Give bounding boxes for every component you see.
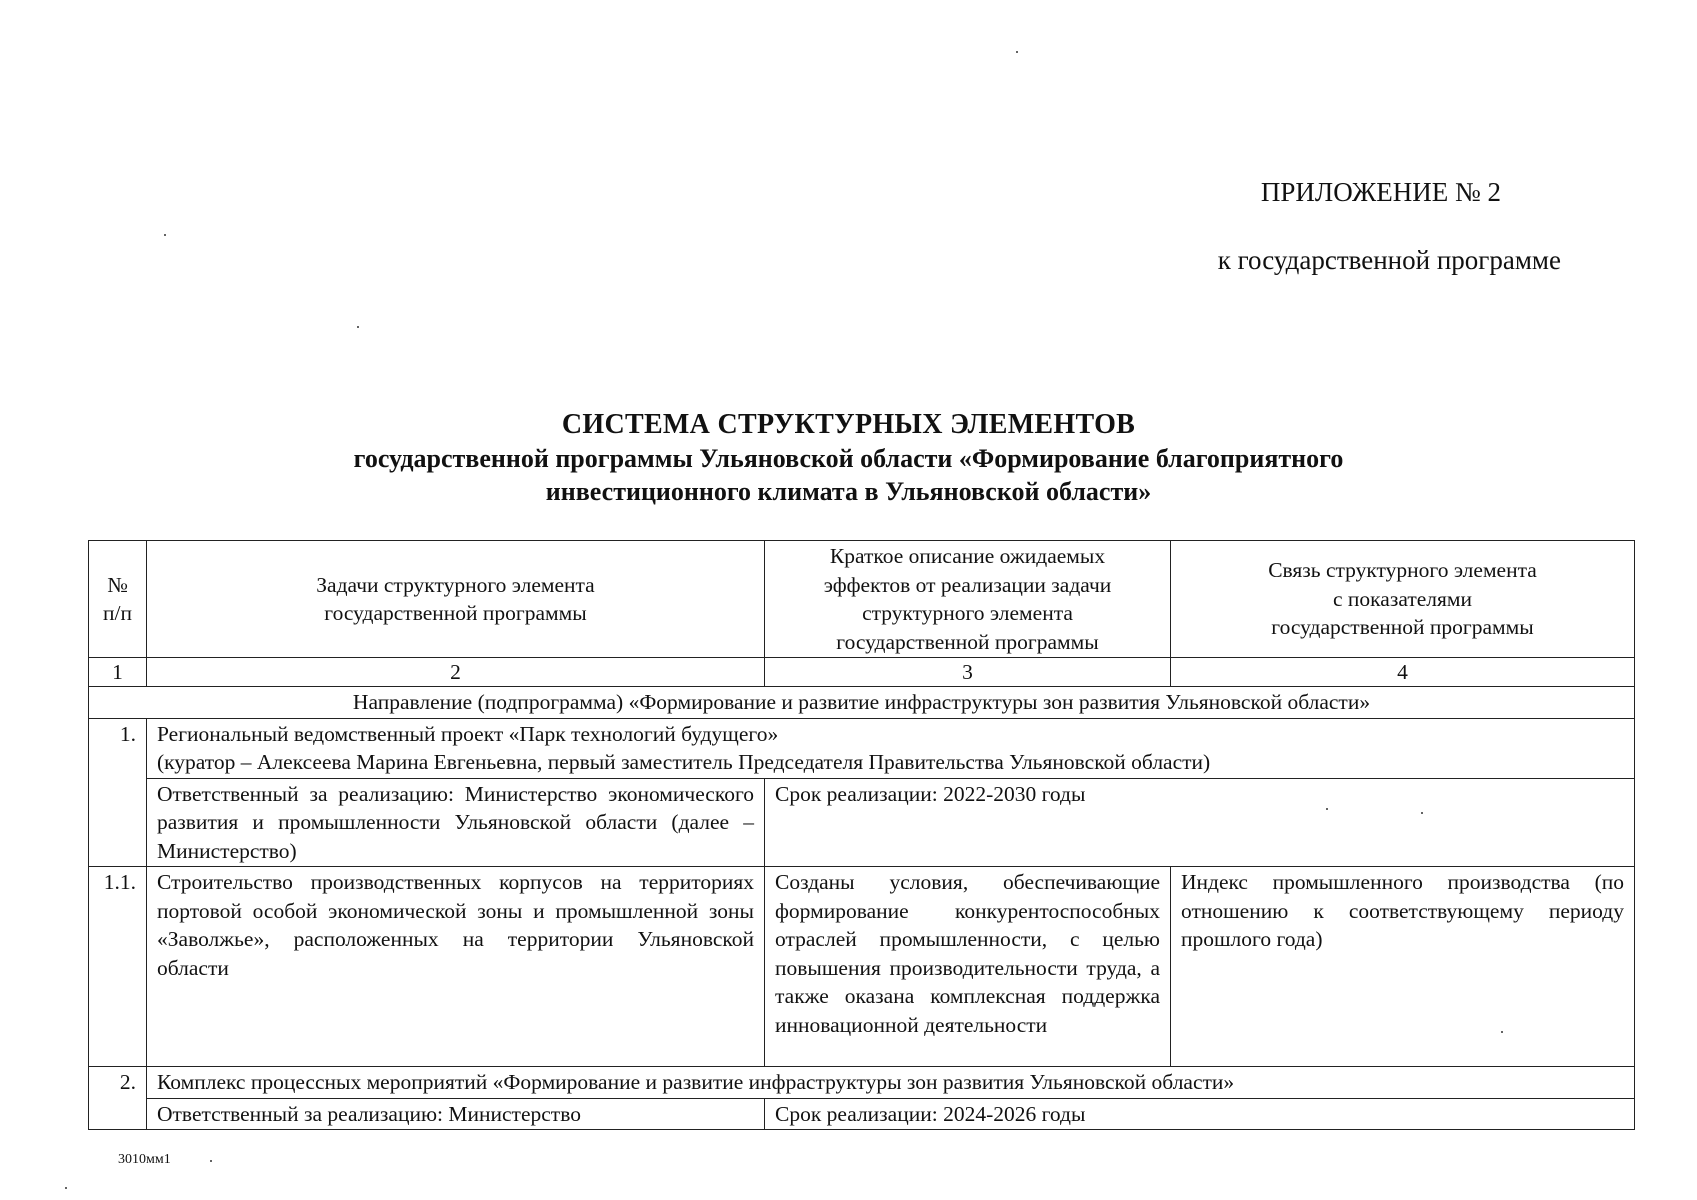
table-row [89,778,1635,867]
project-curator: (куратор – Алексеева Марина Евгеньевна, первый заместитель Председателя Правительства Ульяновской области) [157,750,1211,774]
document-code: 3010мм1 [118,1152,171,1167]
column-number: 3 [765,658,1171,687]
scan-speck [1326,808,1328,810]
row-number: 1. [89,718,147,867]
complex-title: Комплекс процессных мероприятий «Формирование и развитие инфраструктуры зон развития Ульяновской области» [147,1067,1635,1099]
scan-speck [1421,812,1423,814]
table-row [89,1067,1635,1099]
effect-cell: Созданы условия, обеспечивающие формирование конкурентоспособных отраслей промышленности, с целью повышения производительности труда, а также оказана комплексная поддержка инновационной деятельности [765,867,1171,1067]
column-header-effects: Краткое описание ожидаемых эффектов от реализации задачи структурного элемента государственной программы [765,541,1171,658]
indicator-cell: Индекс промышленного производства (по отношению к соответствующему периоду прошлого года) [1171,867,1635,1067]
row-number: 2. [89,1067,147,1130]
row-number: 1.1. [89,867,147,1067]
task-cell: Строительство производственных корпусов на территориях портовой особой экономической зоны и промышленной зоны «Заволжье», расположенных на территории Ульяновской области [147,867,765,1067]
section-title: Направление (подпрограмма) «Формирование и развитие инфраструктуры зон развития Ульяновской области» [89,687,1635,719]
responsible-cell: Ответственный за реализацию: Министерство [147,1098,765,1130]
column-number: 1 [89,658,147,687]
term-cell: Срок реализации: 2022-2030 годы [765,778,1635,867]
scan-speck [1016,51,1018,53]
project-title [147,718,1635,778]
term-cell: Срок реализации: 2024-2026 годы [765,1098,1635,1130]
scan-speck [210,1160,212,1162]
table-row [89,1098,1635,1130]
column-number: 2 [147,658,765,687]
appendix-reference: к государственной программе [1217,245,1561,275]
responsible-cell: Ответственный за реализацию: Министерство экономического развития и промышленности Ульяновской области (далее – Министерство) [147,778,765,867]
section-title-row [89,687,1635,719]
appendix-label: ПРИЛОЖЕНИЕ № 2 [1260,177,1501,207]
scan-speck [65,1187,67,1189]
column-header-number: № п/п [89,541,147,658]
project-name: Региональный ведомственный проект «Парк технологий будущего» [157,721,779,746]
title-line-3: инвестиционного климата в Ульяновской области» [545,477,1152,506]
column-number-row [89,658,1635,687]
scan-speck [357,326,359,328]
title-line-2: государственной программы Ульяновской области «Формирование благоприятного [353,444,1344,473]
column-number: 4 [1171,658,1635,687]
table-row [89,867,1635,1067]
scan-speck [164,234,166,236]
column-header-tasks: Задачи структурного элемента государственной программы [147,541,765,658]
structural-elements-table [88,540,1635,1130]
scan-speck [1501,1031,1503,1033]
document-title [0,408,1697,508]
table-row [89,718,1635,778]
title-main: СИСТЕМА СТРУКТУРНЫХ ЭЛЕМЕНТОВ [561,409,1136,440]
table-header-row [89,541,1635,658]
column-header-indicators: Связь структурного элемента с показателями государственной программы [1171,541,1635,658]
